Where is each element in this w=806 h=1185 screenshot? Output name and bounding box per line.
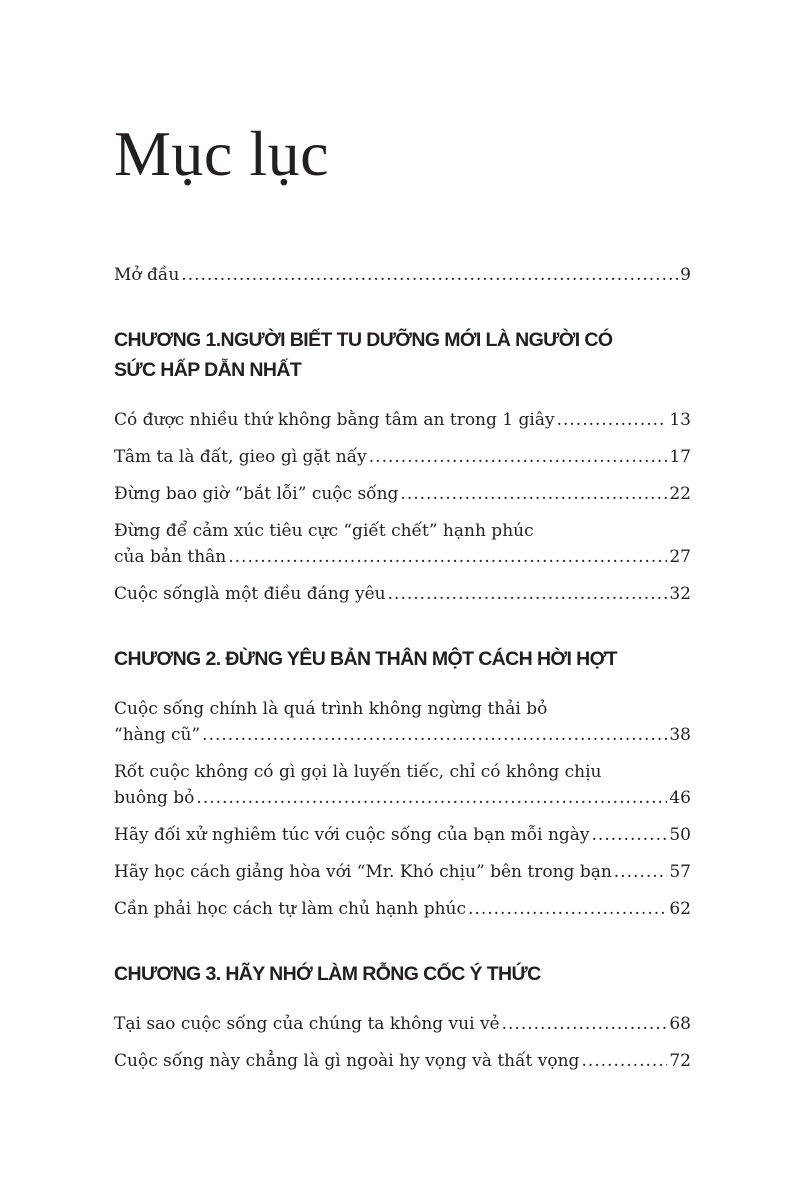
chapter-heading-line1: CHƯƠNG 3. HÃY NHỚ LÀM RỖNG CỐC Ý THỨC	[114, 963, 541, 985]
toc-entry[interactable]	[114, 696, 691, 748]
dot-leader	[202, 722, 667, 748]
chapter-2	[114, 644, 691, 922]
toc-page-number: 46	[669, 788, 691, 808]
toc-entry[interactable]	[114, 759, 691, 811]
toc-page-number: 17	[669, 447, 691, 467]
dot-leader	[502, 1011, 668, 1037]
dot-leader	[400, 481, 667, 507]
chapter-1	[114, 325, 691, 607]
toc-page-number: 57	[669, 862, 691, 882]
toc-entry-text: buông bỏ	[114, 788, 195, 808]
dot-leader	[468, 896, 667, 922]
toc-page-number: 27	[669, 547, 691, 567]
toc-entry-text: Hãy đối xử nghiêm túc với cuộc sống của bạn mỗi ngày	[114, 825, 590, 845]
toc-entry-intro[interactable]	[114, 262, 691, 288]
toc-page-number: 72	[669, 1051, 691, 1071]
toc-entry-text: Cần phải học cách tự làm chủ hạnh phúc	[114, 899, 467, 919]
toc-page-number: 9	[680, 265, 691, 285]
toc-entry-text: của bản thân	[114, 547, 227, 567]
toc-entry[interactable]	[114, 822, 691, 848]
toc-page-number: 22	[669, 484, 691, 504]
dot-leader	[369, 444, 668, 470]
toc-entry-text: Hãy học cách giảng hòa với “Mr. Khó chịu” bên trong bạn	[114, 862, 612, 882]
chapter-heading-line2: SỨC HẤP DẪN NHẤT	[114, 359, 302, 381]
page-title: Mục lục	[114, 118, 329, 189]
table-of-contents	[114, 262, 691, 1085]
toc-entry[interactable]	[114, 481, 691, 507]
toc-entry[interactable]	[114, 896, 691, 922]
chapter-heading	[114, 959, 691, 989]
toc-page-number: 50	[669, 825, 691, 845]
dot-leader	[557, 407, 668, 433]
toc-page-number: 13	[669, 410, 691, 430]
toc-page-number: 38	[669, 725, 691, 745]
chapter-heading-line1: CHƯƠNG 2. ĐỪNG YÊU BẢN THÂN MỘT CÁCH HỜI HỢT	[114, 648, 617, 670]
dot-leader	[592, 822, 668, 848]
toc-entry-text-line1: Rốt cuộc không có gì gọi là luyến tiếc, chỉ có không chịu	[114, 762, 602, 782]
chapter-3	[114, 959, 691, 1074]
dot-leader	[196, 785, 667, 811]
toc-entry-text: Cuộc sốnglà một điều đáng yêu	[114, 584, 386, 604]
toc-entry[interactable]	[114, 1011, 691, 1037]
dot-leader	[388, 581, 668, 607]
toc-entry-text: Có được nhiều thứ không bằng tâm an trong 1 giây	[114, 410, 555, 430]
toc-page-number: 32	[669, 584, 691, 604]
toc-entry-text: “hàng cũ”	[114, 725, 201, 745]
toc-entry[interactable]	[114, 518, 691, 570]
dot-leader	[614, 859, 668, 885]
toc-entry[interactable]	[114, 859, 691, 885]
toc-entry-text: Đừng bao giờ “bắt lỗi” cuộc sống	[114, 484, 399, 504]
toc-entry-text: Tại sao cuộc sống của chúng ta không vui vẻ	[114, 1014, 500, 1034]
toc-page-number: 62	[669, 899, 691, 919]
chapter-heading	[114, 644, 691, 674]
dot-leader	[228, 544, 667, 570]
toc-page-number: 68	[669, 1014, 691, 1034]
dot-leader	[181, 262, 678, 288]
toc-entry[interactable]	[114, 407, 691, 433]
toc-entry[interactable]	[114, 444, 691, 470]
toc-entry[interactable]	[114, 1048, 691, 1074]
toc-entry[interactable]	[114, 581, 691, 607]
toc-entry-text: Mở đầu	[114, 265, 180, 285]
toc-entry-text-line1: Cuộc sống chính là quá trình không ngừng thải bỏ	[114, 699, 548, 719]
chapter-heading-line1: CHƯƠNG 1.NGƯỜI BIẾT TU DƯỠNG MỚI LÀ NGƯỜI CÓ	[114, 329, 613, 351]
toc-entry-text: Cuộc sống này chẳng là gì ngoài hy vọng và thất vọng	[114, 1051, 580, 1071]
toc-entry-text-line1: Đừng để cảm xúc tiêu cực “giết chết” hạnh phúc	[114, 521, 534, 541]
chapter-heading	[114, 325, 691, 385]
dot-leader	[581, 1048, 667, 1074]
toc-entry-text: Tâm ta là đất, gieo gì gặt nấy	[114, 447, 367, 467]
